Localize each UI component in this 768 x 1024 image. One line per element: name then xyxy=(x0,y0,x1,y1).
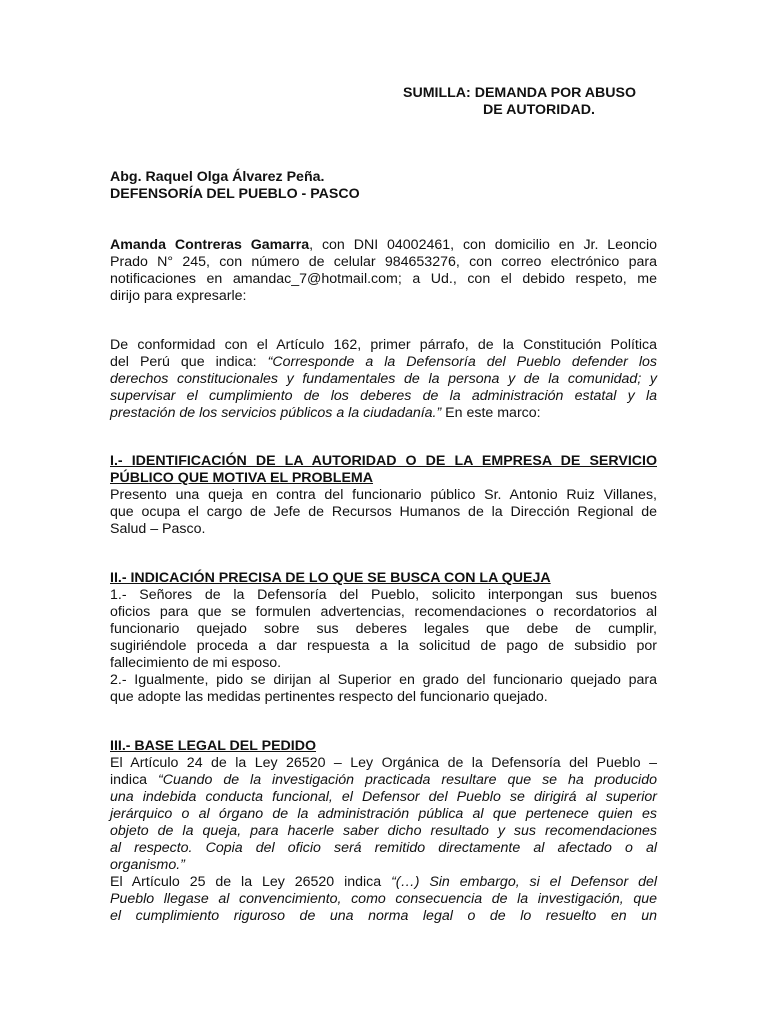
constitution-line-3: derechos constitucionales y fundamentales de la persona y de la comunidad; y xyxy=(110,371,657,387)
section-2-line-5: fallecimiento de mi esposo. xyxy=(110,655,282,671)
section-2-line-7: que adopte las medidas pertinentes respecto del funcionario quejado. xyxy=(110,689,548,705)
section-3-line-2: indica “Cuando de la investigación practicada resultare que se ha producido xyxy=(110,772,657,788)
intro-line-2: Prado N° 245, con número de celular 984653276, con correo electrónico para xyxy=(110,254,657,270)
intro-paragraph xyxy=(110,237,657,305)
sumilla-line-2: DE AUTORIDAD. xyxy=(483,102,595,118)
section-3-line-3: una indebida conducta funcional, el Defensor del Pueblo se dirigirá al superior xyxy=(110,789,657,805)
intro-line-1: Amanda Contreras Gamarra, con DNI 04002461, con domicilio en Jr. Leoncio xyxy=(110,237,657,253)
intro-line-4: dirijo para expresarle: xyxy=(110,288,247,304)
section-1-line-3: Salud – Pasco. xyxy=(110,521,206,537)
section-3-line-4: jerárquico o al órgano de la administración pública al que pertenece quien es xyxy=(110,806,657,822)
constitution-line-2: del Perú que indica: “Corresponde a la Defensoría del Pueblo defender los xyxy=(110,354,657,370)
section-1-line-2: que ocupa el cargo de Jefe de Recursos Humanos de la Dirección Regional de xyxy=(110,504,657,520)
constitution-paragraph xyxy=(110,337,657,422)
addressee xyxy=(110,169,360,203)
section-3 xyxy=(110,738,657,925)
intro-line-3: notificaciones en amandac_7@hotmail.com; a Ud., con el debido respeto, me xyxy=(110,271,657,287)
section-3-heading: III.- BASE LEGAL DEL PEDIDO xyxy=(110,738,317,754)
section-1-heading-line-2: PÚBLICO QUE MOTIVA EL PROBLEMA xyxy=(110,470,374,486)
complainant-name: Amanda Contreras Gamarra xyxy=(110,237,310,253)
constitution-line-1: De conformidad con el Artículo 162, primer párrafo, de la Constitución Política xyxy=(110,337,657,353)
section-2-line-1: 1.- Señores de la Defensoría del Pueblo, solicito interpongan sus buenos xyxy=(110,587,657,603)
addressee-name: Abg. Raquel Olga Álvarez Peña. xyxy=(110,169,325,185)
section-3-line-6: al respecto. Copia del oficio será remitido directamente al afectado o al xyxy=(110,840,657,856)
addressee-office: DEFENSORÍA DEL PUEBLO - PASCO xyxy=(110,186,360,202)
constitution-line-4: supervisar el cumplimiento de los deberes de la administración estatal y la xyxy=(110,388,657,404)
section-1-line-1: Presento una queja en contra del funcionario público Sr. Antonio Ruiz Villanes, xyxy=(110,487,657,503)
section-2-line-4: sugiriéndole proceda a dar respuesta a la solicitud de pago de subsidio por xyxy=(110,638,657,654)
section-1 xyxy=(110,453,657,538)
sumilla-line-1: SUMILLA: DEMANDA POR ABUSO xyxy=(403,85,637,101)
section-2-line-6: 2.- Igualmente, pido se dirijan al Superior en grado del funcionario quejado para xyxy=(110,672,657,688)
section-3-line-5: objeto de la queja, para hacerle saber dicho resultado y sus recomendaciones xyxy=(110,823,657,839)
section-3-line-8: El Artículo 25 de la Ley 26520 indica “(…) Sin embargo, si el Defensor del xyxy=(110,874,657,890)
section-2-line-2: oficios para que se formulen advertencias, recomendaciones o recordatorios al xyxy=(110,604,657,620)
section-2-line-3: funcionario quejado sobre sus deberes legales que debe de cumplir, xyxy=(110,621,657,637)
constitution-line-5: prestación de los servicios públicos a la ciudadanía.” En este marco: xyxy=(110,405,541,421)
section-2 xyxy=(110,570,657,706)
sumilla xyxy=(403,85,636,119)
section-1-heading-line-1: I.- IDENTIFICACIÓN DE LA AUTORIDAD O DE LA EMPRESA DE SERVICIO xyxy=(110,453,657,469)
section-3-line-9: Pueblo llegase al convencimiento, como consecuencia de la investigación, que xyxy=(110,891,657,907)
section-3-line-1: El Artículo 24 de la Ley 26520 – Ley Orgánica de la Defensoría del Pueblo – xyxy=(110,755,657,771)
section-2-heading: II.- INDICACIÓN PRECISA DE LO QUE SE BUSCA CON LA QUEJA xyxy=(110,570,551,586)
section-3-line-7: organismo.” xyxy=(110,857,185,873)
section-3-line-10: el cumplimiento riguroso de una norma legal o de lo resuelto en un xyxy=(110,908,657,924)
